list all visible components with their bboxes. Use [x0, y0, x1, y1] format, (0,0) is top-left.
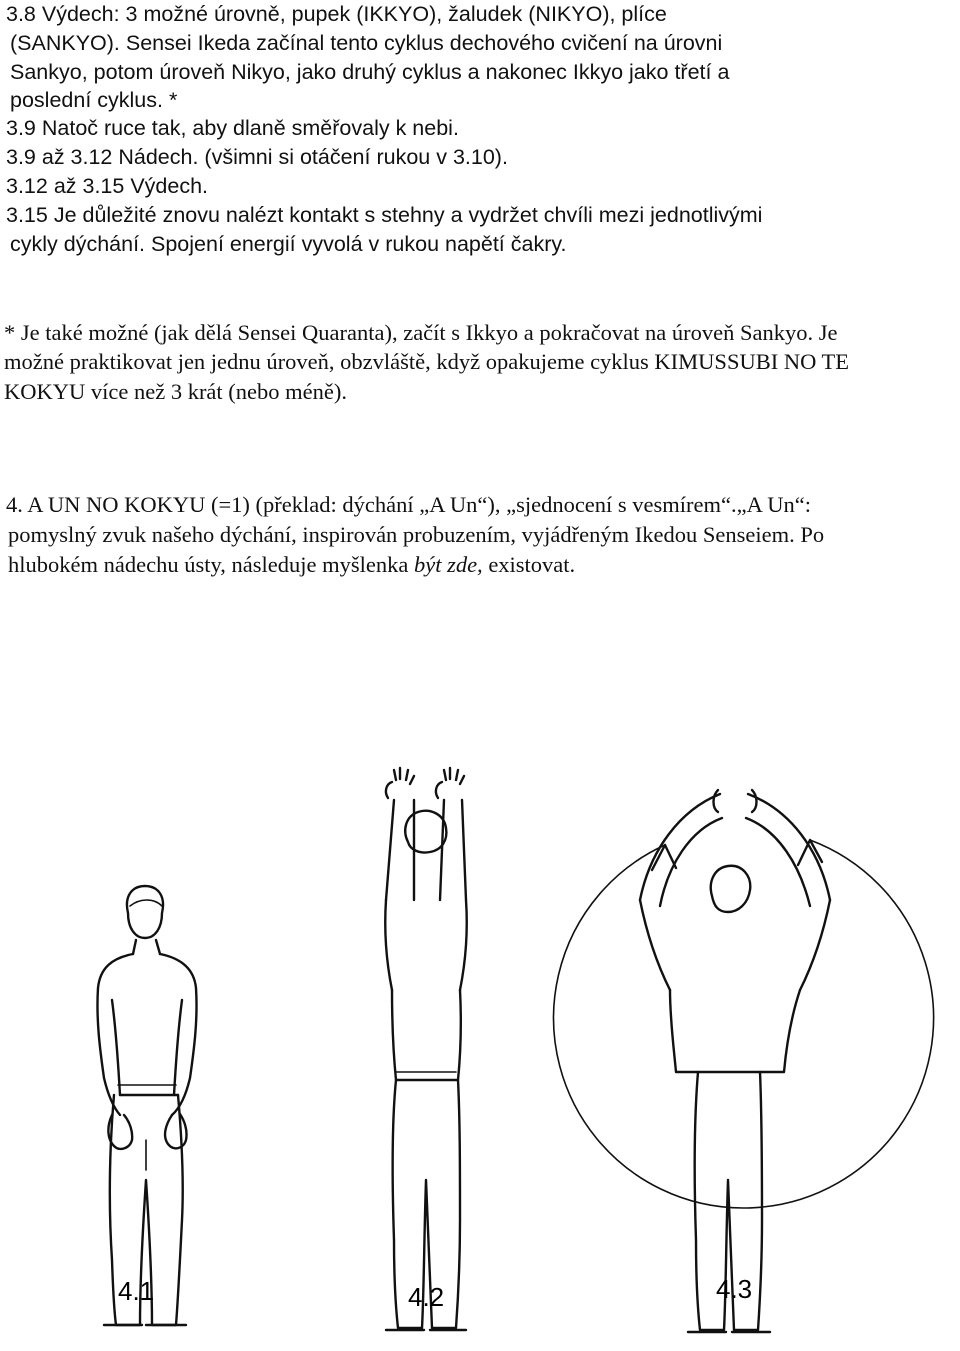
text-line: 3.8 Výdech: 3 možné úrovně, pupek (IKKYO), žaludek (NIKYO), plíce: [6, 2, 667, 26]
text-line: poslední cyklus. *: [10, 88, 178, 112]
text-line: 4. A UN NO KOKYU (=1) (překlad: dýchání „A Un“), „sjednocení s vesmírem“.„A Un“:: [6, 492, 811, 517]
text-run: existovat.: [482, 552, 576, 577]
figure-label-4-2: 4.2: [408, 1282, 445, 1312]
text-line: * Je také možné (jak dělá Sensei Quaranta), začít s Ikkyo a pokračovat na úroveň Sankyo. Je: [4, 320, 838, 345]
text-line: Sankyo, potom úroveň Nikyo, jako druhý cyklus a nakonec Ikkyo jako třetí a: [10, 60, 730, 84]
text-run: hlubokém nádechu ústy, následuje myšlenka: [8, 552, 414, 577]
figure-4-3-person: [554, 790, 934, 1332]
text-line: 3.12 až 3.15 Výdech.: [6, 174, 209, 198]
text-line: (SANKYO). Sensei Ikeda začínal tento cyklus dechového cvičení na úrovni: [10, 31, 723, 55]
text-line: pomyslný zvuk našeho dýchání, inspirován probuzením, vyjádřeným Ikedou Senseiem. Po: [8, 522, 825, 547]
figure-label-4-1: 4.1: [118, 1276, 155, 1306]
italic-phrase: být zde,: [413, 552, 483, 577]
text-line: 3.9 až 3.12 Nádech. (všimni si otáčení rukou v 3.10).: [6, 145, 508, 169]
breathing-figures-illustration: [0, 700, 960, 1351]
figure-4-1-person: [97, 886, 196, 1325]
text-line: 3.15 Je důležité znovu nalézt kontakt s stehny a vydržet chvíli mezi jednotlivými: [6, 203, 763, 227]
text-line: 3.9 Natoč ruce tak, aby dlaně směřovaly k nebi.: [6, 116, 459, 140]
text-line: [8, 550, 575, 580]
text-line: cykly dýchání. Spojení energií vyvolá v rukou napětí čakry.: [10, 232, 567, 256]
text-line: KOKYU více než 3 krát (nebo méně).: [4, 379, 347, 404]
text-line: možné praktikovat jen jednu úroveň, obzvláště, když opakujeme cyklus KIMUSSUBI NO TE: [4, 349, 850, 374]
figure-4-2-person: [385, 768, 467, 1330]
figure-label-4-3: 4.3: [716, 1274, 753, 1304]
